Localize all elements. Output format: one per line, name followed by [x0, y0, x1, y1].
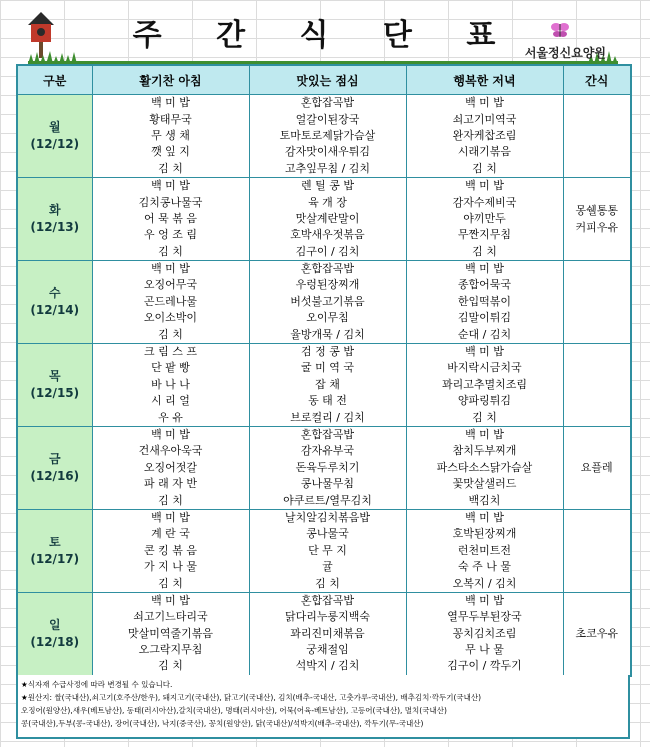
table-row [17, 144, 631, 160]
dinner-item: 김 치 [406, 409, 563, 426]
table-row [17, 161, 631, 178]
table-row [17, 393, 631, 409]
weekly-menu-table [16, 64, 632, 677]
day-name: 화 [48, 202, 61, 217]
breakfast-item: 오그락지무침 [92, 642, 249, 658]
snack-cell [563, 343, 631, 426]
table-row [17, 543, 631, 559]
lunch-item: 김구이 / 김치 [249, 244, 406, 261]
breakfast-item: 백 미 밥 [92, 260, 249, 277]
breakfast-item: 김치콩나물국 [92, 194, 249, 210]
day-date: (12/12) [30, 136, 80, 151]
breakfast-item: 가 지 나 물 [92, 559, 249, 575]
snack-cell [563, 95, 631, 178]
dinner-item: 백 미 밥 [406, 426, 563, 443]
table-row [17, 642, 631, 658]
lunch-item: 맛살계란말이 [249, 211, 406, 227]
breakfast-item: 김 치 [92, 492, 249, 509]
dinner-item: 백 미 밥 [406, 509, 563, 526]
dinner-item: 백 미 밥 [406, 95, 563, 112]
day-date: (12/16) [30, 468, 80, 483]
dinner-item: 종합어묵국 [406, 277, 563, 293]
dinner-item: 열무두부된장국 [406, 609, 563, 625]
table-row [17, 426, 631, 443]
day-name: 목 [48, 368, 61, 383]
breakfast-item: 곤드레나물 [92, 294, 249, 310]
dinner-item: 감자수제비국 [406, 194, 563, 210]
lunch-item: 혼합잡곡밥 [249, 95, 406, 112]
table-row [17, 177, 631, 194]
dinner-item: 완자케찹조림 [406, 128, 563, 144]
breakfast-item: 계 란 국 [92, 526, 249, 542]
table-row [17, 592, 631, 609]
day-cell [17, 343, 92, 426]
breakfast-item: 오징어무국 [92, 277, 249, 293]
dinner-item: 무짠지무침 [406, 227, 563, 243]
table-row [17, 211, 631, 227]
notes-section [16, 675, 630, 739]
dinner-item: 백 미 밥 [406, 260, 563, 277]
lunch-item: 꽈리진미채볶음 [249, 626, 406, 642]
note-line: ★원산지: 쌀(국내산),쇠고기(호주산/한우), 돼지고기(국내산), 닭고기(국내산), 김치(배추-국내산, 고춧가루-국내산), 배추김치·깍두기(국내산) [21, 693, 482, 702]
table-row [17, 310, 631, 326]
lunch-item: 석박지 / 김치 [249, 658, 406, 675]
snack-cell: 요플레 [563, 426, 631, 509]
table-row [17, 377, 631, 393]
lunch-item: 단 무 지 [249, 543, 406, 559]
dinner-item: 야끼만두 [406, 211, 563, 227]
table-row [17, 559, 631, 575]
header-breakfast: 활기찬 아침 [92, 65, 249, 95]
breakfast-item: 시 리 얼 [92, 393, 249, 409]
note-line: 콩(국내산),두부(콩-국내산), 장어(국내산), 낙지(중국산), 꽁치(원양산), 닭(국내산)/석박지(배추-국내산), 깍두기(무-국내산) [21, 719, 424, 728]
table-row [17, 492, 631, 509]
lunch-item: 궁채절임 [249, 642, 406, 658]
table-row [17, 658, 631, 675]
day-cell [17, 509, 92, 592]
lunch-item: 김 치 [249, 575, 406, 592]
lunch-item: 오이무침 [249, 310, 406, 326]
dinner-item: 김말이튀김 [406, 310, 563, 326]
day-name: 토 [48, 534, 61, 549]
lunch-item: 호박새우젓볶음 [249, 227, 406, 243]
dinner-item: 백김치 [406, 492, 563, 509]
breakfast-item: 우 엉 조 림 [92, 227, 249, 243]
header [0, 0, 650, 64]
table-row [17, 227, 631, 243]
table-row [17, 343, 631, 360]
snack-cell: 초코우유 [563, 592, 631, 675]
breakfast-item: 오징어젓갈 [92, 460, 249, 476]
dinner-item: 바지락시금치국 [406, 360, 563, 376]
table-row [17, 609, 631, 625]
table-row [17, 260, 631, 277]
breakfast-item: 김 치 [92, 658, 249, 675]
dinner-item: 김구이 / 깍두기 [406, 658, 563, 675]
table-row [17, 111, 631, 127]
dinner-item: 무 나 물 [406, 642, 563, 658]
dinner-item: 꽃맛살샐러드 [406, 476, 563, 492]
table-row [17, 128, 631, 144]
table-row [17, 95, 631, 112]
breakfast-item: 어 묵 볶 음 [92, 211, 249, 227]
lunch-item: 토마토로제닭가슴살 [249, 128, 406, 144]
dinner-item: 오복지 / 김치 [406, 575, 563, 592]
breakfast-item: 김 치 [92, 161, 249, 178]
table-row [17, 526, 631, 542]
dinner-item: 백 미 밥 [406, 343, 563, 360]
dinner-item: 시래기볶음 [406, 144, 563, 160]
breakfast-item: 황태무국 [92, 111, 249, 127]
breakfast-item: 오이소박이 [92, 310, 249, 326]
header-dinner: 행복한 저녁 [406, 65, 563, 95]
lunch-item: 버섯불고기볶음 [249, 294, 406, 310]
note-line: 오징어(원양산),새우(베트남산), 동태(러시아산),갈치(국내산), 명태(러시아산), 어묵(어육-베트남산), 고등어(국내산), 멸치(국내산) [21, 706, 447, 715]
table-row [17, 460, 631, 476]
dinner-item: 호박된장찌개 [406, 526, 563, 542]
lunch-item: 돈육두루치기 [249, 460, 406, 476]
table-row [17, 326, 631, 343]
day-cell [17, 177, 92, 260]
lunch-item: 우렁된장찌개 [249, 277, 406, 293]
table-row [17, 277, 631, 293]
dinner-item: 파스타소스닭가슴살 [406, 460, 563, 476]
table-row [17, 194, 631, 210]
table-row [17, 443, 631, 459]
dinner-item: 쇠고기미역국 [406, 111, 563, 127]
day-name: 일 [48, 617, 61, 632]
page-title: 주 간 식 단 표 [132, 18, 518, 53]
table-row [17, 509, 631, 526]
lunch-item: 굴 미 역 국 [249, 360, 406, 376]
lunch-item: 동 태 전 [249, 393, 406, 409]
lunch-item: 콩나물국 [249, 526, 406, 542]
lunch-item: 렌 틸 콩 밥 [249, 177, 406, 194]
day-cell [17, 95, 92, 178]
snack-cell [563, 509, 631, 592]
header-category: 구분 [17, 65, 92, 95]
dinner-item: 김 치 [406, 244, 563, 261]
table-header-row [17, 65, 631, 95]
dinner-item: 숙 주 나 물 [406, 559, 563, 575]
lunch-item: 야쿠르트/열무김치 [249, 492, 406, 509]
lunch-item: 고추잎무침 / 김치 [249, 161, 406, 178]
breakfast-item: 백 미 밥 [92, 177, 249, 194]
table-row [17, 360, 631, 376]
breakfast-item: 깻 잎 지 [92, 144, 249, 160]
breakfast-item: 콘 킹 볶 음 [92, 543, 249, 559]
day-date: (12/17) [30, 551, 80, 566]
header-lunch: 맛있는 점심 [249, 65, 406, 95]
dinner-item: 참치두부찌개 [406, 443, 563, 459]
day-name: 수 [48, 285, 61, 300]
lunch-item: 검 정 콩 밥 [249, 343, 406, 360]
breakfast-item: 건새우아욱국 [92, 443, 249, 459]
breakfast-item: 백 미 밥 [92, 592, 249, 609]
dinner-item: 백 미 밥 [406, 592, 563, 609]
lunch-item: 율방개묵 / 김치 [249, 326, 406, 343]
day-date: (12/13) [30, 219, 80, 234]
day-date: (12/18) [30, 634, 80, 649]
header-snack: 간식 [563, 65, 631, 95]
day-date: (12/14) [30, 302, 80, 317]
table-row [17, 575, 631, 592]
table-row [17, 244, 631, 261]
day-cell [17, 592, 92, 675]
snack-cell: 몽쉘통통 커피우유 [563, 177, 631, 260]
breakfast-item: 파 래 자 반 [92, 476, 249, 492]
breakfast-item: 백 미 밥 [92, 509, 249, 526]
lunch-item: 얼갈이된장국 [249, 111, 406, 127]
breakfast-item: 김 치 [92, 575, 249, 592]
lunch-item: 닭다리누룽지백숙 [249, 609, 406, 625]
table-row [17, 294, 631, 310]
lunch-item: 감자유부국 [249, 443, 406, 459]
lunch-item: 잡 채 [249, 377, 406, 393]
dinner-item: 백 미 밥 [406, 177, 563, 194]
table-row [17, 409, 631, 426]
breakfast-item: 단 팥 빵 [92, 360, 249, 376]
lunch-item: 날치알김치볶음밥 [249, 509, 406, 526]
lunch-item: 귤 [249, 559, 406, 575]
dinner-item: 김 치 [406, 161, 563, 178]
day-cell [17, 260, 92, 343]
snack-cell [563, 260, 631, 343]
dinner-item: 꽈리고추멸치조림 [406, 377, 563, 393]
day-name: 금 [48, 451, 61, 466]
lunch-item: 혼합잡곡밥 [249, 426, 406, 443]
dinner-item: 순대 / 김치 [406, 326, 563, 343]
organization-name: 서울정신요양원 [524, 46, 606, 60]
table-row [17, 626, 631, 642]
lunch-item: 콩나물무침 [249, 476, 406, 492]
day-cell [17, 426, 92, 509]
dinner-item: 꽁치김치조림 [406, 626, 563, 642]
breakfast-item: 맛살미역줄기볶음 [92, 626, 249, 642]
table-row [17, 476, 631, 492]
note-line: ★식자재 수급사정에 따라 변경될 수 있습니다. [21, 680, 173, 689]
day-date: (12/15) [30, 385, 80, 400]
breakfast-item: 백 미 밥 [92, 426, 249, 443]
breakfast-item: 쇠고기느타리국 [92, 609, 249, 625]
breakfast-item: 크 림 스 프 [92, 343, 249, 360]
breakfast-item: 김 치 [92, 244, 249, 261]
lunch-item: 감자맛이새우튀김 [249, 144, 406, 160]
breakfast-item: 무 생 채 [92, 128, 249, 144]
dinner-item: 한입떡볶이 [406, 294, 563, 310]
breakfast-item: 우 유 [92, 409, 249, 426]
lunch-item: 혼합잡곡밥 [249, 260, 406, 277]
day-name: 월 [48, 119, 61, 134]
breakfast-item: 바 나 나 [92, 377, 249, 393]
breakfast-item: 백 미 밥 [92, 95, 249, 112]
lunch-item: 혼합잡곡밥 [249, 592, 406, 609]
lunch-item: 육 개 장 [249, 194, 406, 210]
dinner-item: 런천미트전 [406, 543, 563, 559]
lunch-item: 브로컬리 / 김치 [249, 409, 406, 426]
dinner-item: 양파링튀김 [406, 393, 563, 409]
breakfast-item: 김 치 [92, 326, 249, 343]
